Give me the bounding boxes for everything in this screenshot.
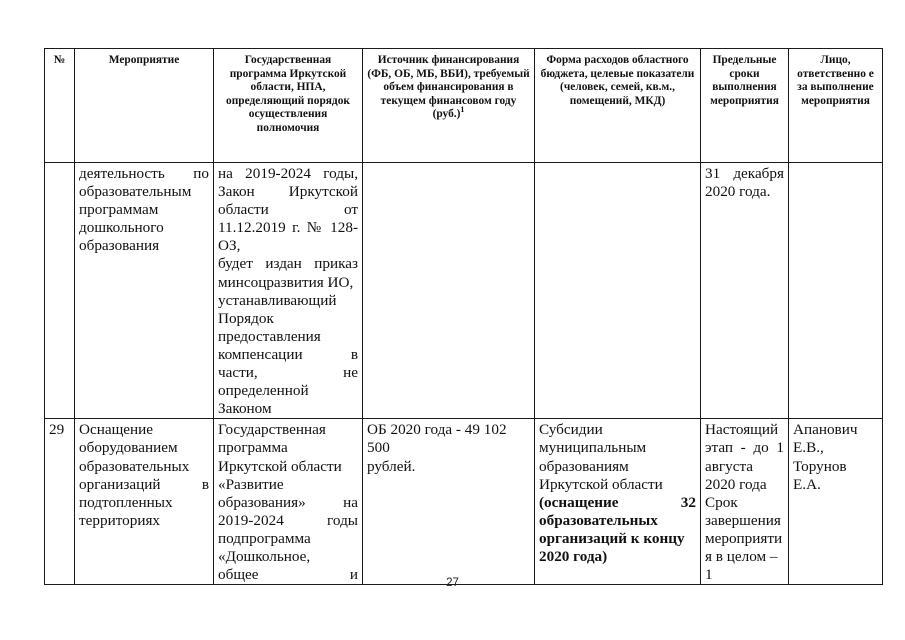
cell-num (45, 163, 75, 419)
cell-line: Государственная (218, 421, 326, 439)
header-source-footnote: 1 (460, 105, 465, 115)
page-number: 27 (446, 577, 459, 589)
header-program: Государственная программа Иркутской области, НПА, определяющий порядок осуществления полномочия (214, 49, 363, 163)
cell-program (214, 419, 363, 585)
header-responsible: Лицо, ответственно е за выполнение мероприятия (789, 49, 883, 163)
cell-line: «Развитие (218, 475, 284, 493)
cell-line: общее и (218, 566, 358, 584)
cell-line: минсоцразвития ИО, (218, 273, 354, 291)
cell-line-bold: образовательных (539, 511, 658, 529)
cell-line: муниципальным (539, 439, 647, 457)
header-activity: Мероприятие (75, 49, 214, 163)
header-form: Форма расходов областного бюджета, целевые показатели (человек, семей, кв.м., помещений, МКД) (535, 49, 701, 163)
cell-line-bold: 2020 года) (539, 547, 608, 565)
cell-line: ОБ 2020 года - 49 102 500 (367, 421, 507, 457)
cell-responsible (789, 419, 883, 585)
cell-line: оборудованием (79, 439, 178, 457)
cell-line: на 2019-2024 годы, (218, 165, 358, 182)
cell-line: подтопленных (79, 493, 173, 511)
cell-line: образовательным (79, 183, 192, 201)
cell-line: я в целом – 1 (705, 547, 778, 584)
cell-line: дошкольного (79, 219, 164, 237)
cell-source (363, 419, 535, 585)
cell-line: определенной (218, 382, 309, 400)
cell-activity (75, 163, 214, 419)
cell-line: Иркутской области (539, 475, 663, 493)
cell-line: ОЗ, (218, 237, 241, 255)
cell-line: программа (218, 439, 288, 457)
cell-line: Законом (218, 400, 272, 418)
cell-line: рублей. (367, 457, 416, 475)
cell-line: 2020 года. (705, 183, 771, 201)
cell-form (535, 419, 701, 585)
cell-form (535, 163, 701, 419)
cell-line: образовательных (79, 457, 190, 475)
cell-line: Настоящий (705, 421, 779, 439)
cell-line: подпрограмма (218, 529, 311, 547)
cell-line: программам (79, 201, 159, 219)
cell-line: территориях (79, 511, 161, 529)
cell-line: мероприяти (705, 529, 783, 547)
cell-line: Иркутской области (218, 457, 342, 475)
table-row (45, 419, 883, 585)
header-num: № (45, 49, 75, 163)
header-source (363, 49, 535, 163)
cell-line: 2020 года (705, 475, 767, 493)
table-header-row (45, 49, 883, 163)
cell-line: 11.12.2019 г. № 128- (218, 219, 358, 237)
cell-line: Е.А. (793, 475, 821, 493)
cell-line: области от (218, 201, 358, 219)
cell-num: 29 (45, 419, 75, 585)
cell-line: Срок (705, 493, 738, 511)
cell-line: Торунов (793, 457, 847, 475)
cell-responsible (789, 163, 883, 419)
cell-line-bold: организаций к концу (539, 529, 685, 547)
cell-line: 31 декабря (705, 165, 784, 182)
cell-line: образования (79, 237, 160, 255)
cell-line: 2019-2024 годы (218, 511, 358, 529)
cell-program (214, 163, 363, 419)
cell-line: Е.В., (793, 439, 824, 457)
cell-line: образования» на (218, 493, 358, 511)
cell-line: предоставления (218, 327, 321, 345)
cell-line: образованиям (539, 457, 629, 475)
cell-line-bold: (оснащение 32 (539, 493, 696, 511)
table-row (45, 163, 883, 419)
cell-line: Апанович (793, 421, 858, 439)
cell-line: устанавливающий (218, 291, 337, 309)
cell-line: этап - до 1 (705, 439, 784, 457)
header-source-text: Источник финансирования (ФБ, ОБ, МБ, ВБИ), требуемый объем финансирования в текущем финансовом году (руб.) (367, 54, 530, 121)
cell-deadline (701, 163, 789, 419)
cell-line: августа (705, 457, 754, 475)
cell-line: компенсации в (218, 345, 358, 363)
measures-table (44, 48, 883, 585)
cell-line: деятельность по (79, 165, 209, 182)
cell-line: Закон Иркутской (218, 183, 358, 201)
cell-line: завершения (705, 511, 781, 529)
cell-line: части, не (218, 364, 358, 382)
cell-activity (75, 419, 214, 585)
cell-source (363, 163, 535, 419)
cell-line: Оснащение (79, 421, 154, 439)
cell-line: «Дошкольное, (218, 547, 311, 565)
cell-line: Порядок (218, 309, 274, 327)
cell-deadline (701, 419, 789, 585)
cell-line: организаций в (79, 475, 209, 493)
cell-line: Субсидии (539, 421, 603, 439)
header-deadline: Предельные сроки выполнения мероприятия (701, 49, 789, 163)
cell-line: будет издан приказ (218, 255, 358, 273)
